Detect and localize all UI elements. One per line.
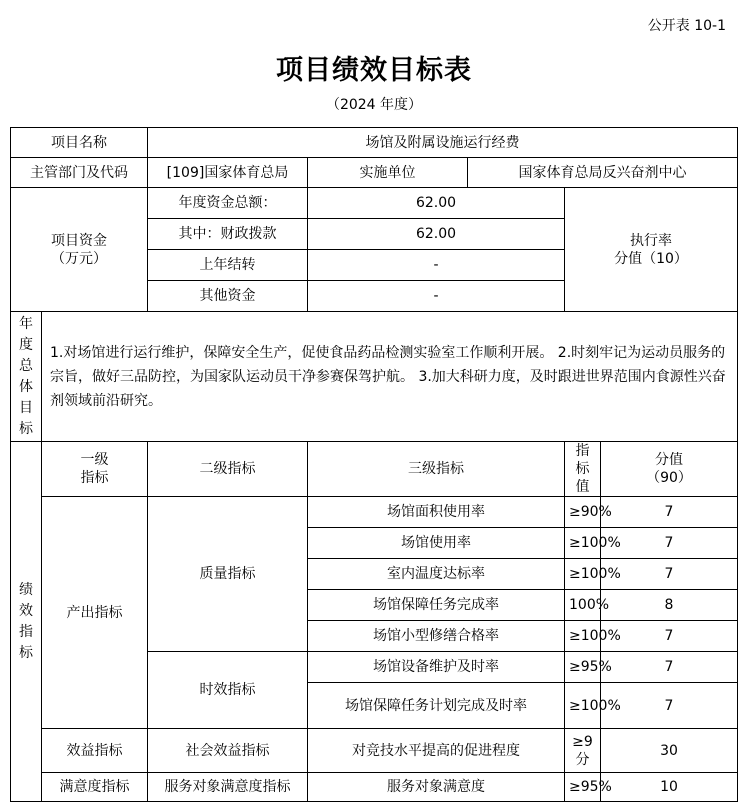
- indicator-header-row: [11, 442, 738, 497]
- indicator-value: ≥95%: [565, 652, 601, 683]
- satisfaction-level3: 服务对象满意度: [308, 773, 565, 802]
- project-name-row: [11, 128, 738, 158]
- satisfaction-indicator-row: [11, 773, 738, 802]
- performance-target-table: [10, 127, 738, 802]
- header-level3: 三级指标: [308, 442, 565, 497]
- benefit-level1: 效益指标: [42, 729, 148, 773]
- department-value: [109]国家体育总局: [148, 158, 308, 188]
- benefit-level2: 社会效益指标: [148, 729, 308, 773]
- other-funds-label: 其他资金: [148, 281, 308, 312]
- indicator-value: ≥90%: [565, 497, 601, 528]
- indicators-section-label: 绩效指标: [11, 442, 42, 802]
- benefit-level3: 对竞技水平提高的促进程度: [308, 729, 565, 773]
- form-tag: 公开表 10-1: [647, 18, 726, 34]
- indicator-row: [11, 497, 738, 528]
- carryover-label: 上年结转: [148, 250, 308, 281]
- year-subtitle: （2024 年度）: [325, 97, 423, 113]
- quality-indicator-label: 质量指标: [148, 497, 308, 652]
- benefit-value: ≥9 分: [565, 729, 601, 773]
- indicator-value: ≥100%: [565, 683, 601, 729]
- implementing-unit-label: 实施单位: [308, 158, 468, 188]
- carryover-value: -: [308, 250, 565, 281]
- implementing-unit-value: 国家体育总局反兴奋剂中心: [468, 158, 738, 188]
- indicator-value: ≥100%: [565, 528, 601, 559]
- department-row: [11, 158, 738, 188]
- satisfaction-value: ≥95%: [565, 773, 601, 802]
- project-funds-label: 项目资金 （万元）: [11, 188, 148, 312]
- benefit-indicator-row: [11, 729, 738, 773]
- header-level1: 一级 指标: [42, 442, 148, 497]
- indicator-value: ≥100%: [565, 559, 601, 590]
- indicator-score: 7: [601, 559, 738, 590]
- header-level2: 二级指标: [148, 442, 308, 497]
- satisfaction-score: 10: [601, 773, 738, 802]
- indicator-value: 100%: [565, 590, 601, 621]
- indicator-score: 7: [601, 621, 738, 652]
- level3-indicator: 场馆保障任务完成率: [308, 590, 565, 621]
- annual-total-value: 62.00: [308, 188, 565, 219]
- timeliness-indicator-label: 时效指标: [148, 652, 308, 729]
- output-indicator-label: 产出指标: [42, 497, 148, 729]
- level3-indicator: 室内温度达标率: [308, 559, 565, 590]
- indicator-value: ≥100%: [565, 621, 601, 652]
- fiscal-value: 62.00: [308, 219, 565, 250]
- satisfaction-level2: 服务对象满意度指标: [148, 773, 308, 802]
- level3-indicator: 场馆设备维护及时率: [308, 652, 565, 683]
- annual-total-label: 年度资金总额：: [148, 188, 308, 219]
- level3-indicator: 场馆使用率: [308, 528, 565, 559]
- header-value: 指标值: [565, 442, 601, 497]
- indicator-score: 7: [601, 497, 738, 528]
- annual-goal-row: [11, 312, 738, 442]
- project-name-value: 场馆及附属设施运行经费: [148, 128, 738, 158]
- level3-indicator: 场馆保障任务计划完成及时率: [308, 683, 565, 729]
- level3-indicator: 场馆面积使用率: [308, 497, 565, 528]
- page-title: 项目绩效目标表: [276, 55, 472, 86]
- benefit-score: 30: [601, 729, 738, 773]
- annual-goal-text: 1.对场馆进行运行维护，保障安全生产，促使食品药品检测实验室工作顺利开展。 2.时刻牢记为运动员服务的宗旨，做好三品防控，为国家队运动员干净参赛保驾护航。 3.加大科研力度，及时跟进世界范围内食源性兴奋剂领域前沿研究。: [42, 312, 738, 442]
- project-name-label: 项目名称: [11, 128, 148, 158]
- indicator-score: 7: [601, 528, 738, 559]
- indicator-score: 8: [601, 590, 738, 621]
- satisfaction-level1: 满意度指标: [42, 773, 148, 802]
- header-score: 分值 （90）: [601, 442, 738, 497]
- execution-rate-label: 执行率 分值（10）: [565, 188, 738, 312]
- indicator-score: 7: [601, 683, 738, 729]
- level3-indicator: 场馆小型修缮合格率: [308, 621, 565, 652]
- annual-goal-label: 年度总体目标: [11, 312, 42, 442]
- indicator-score: 7: [601, 652, 738, 683]
- fiscal-label: 其中：财政拨款: [148, 219, 308, 250]
- other-funds-value: -: [308, 281, 565, 312]
- funds-row-total: [11, 188, 738, 219]
- department-label: 主管部门及代码: [11, 158, 148, 188]
